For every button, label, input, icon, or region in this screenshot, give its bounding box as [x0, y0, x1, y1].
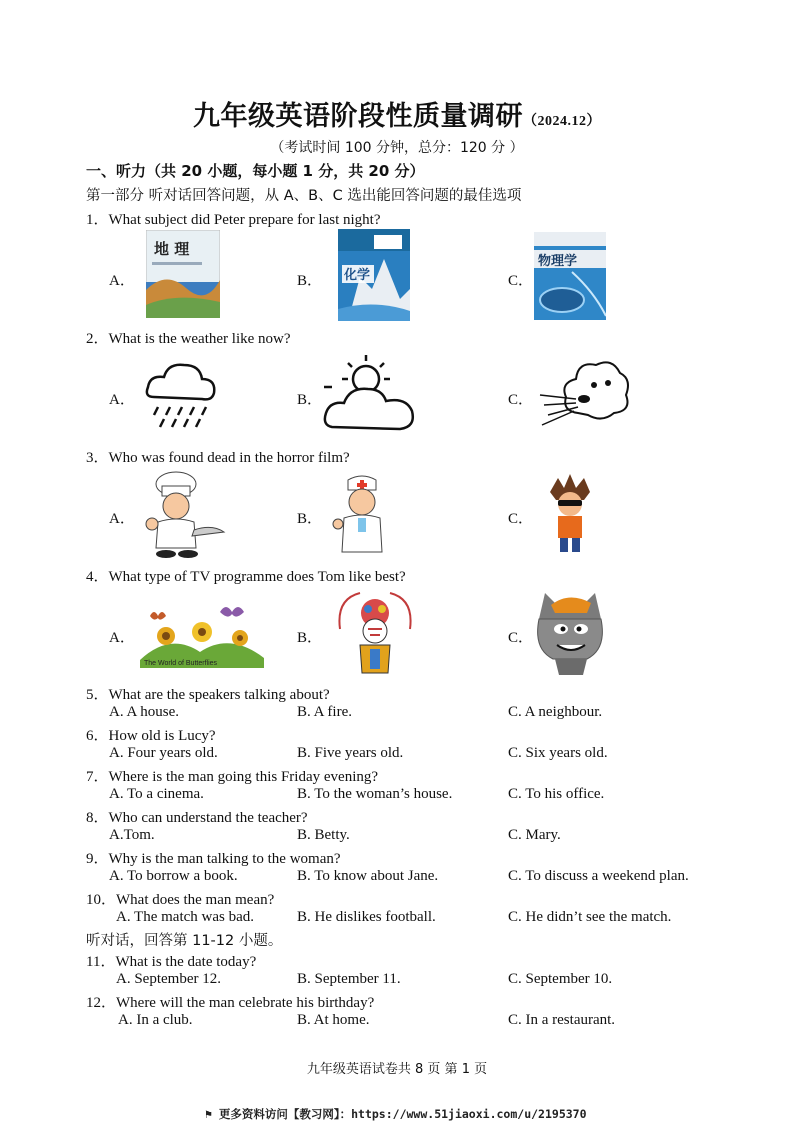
book-title: 物理学	[538, 254, 578, 269]
option-c: C. In a restaurant.	[508, 1012, 616, 1028]
option-b: B. September 11.	[297, 971, 401, 987]
option-label-c: C．	[508, 392, 534, 408]
question-10: 10．What does the man mean?	[86, 892, 275, 908]
option-b: B. To know about Jane.	[297, 868, 439, 884]
question-7: 7．Where is the man going this Friday evening?	[86, 769, 379, 785]
chemistry-textbook-icon	[338, 229, 410, 321]
option-a: A.Tom.	[109, 827, 155, 843]
option-label-b: B．	[297, 392, 323, 408]
option-label-b: B．	[297, 273, 323, 289]
option-label-c: C．	[508, 273, 534, 289]
option-b: B. Betty.	[297, 827, 350, 843]
option-a: A. Four years old.	[109, 745, 218, 761]
scene-caption: The World of Butterflies	[144, 660, 218, 667]
opera-character-icon	[330, 589, 420, 679]
boy-with-sunglasses-icon	[544, 474, 596, 556]
page-title: 九年级英语阶段性质量调研（2024.12）	[193, 101, 601, 132]
option-a: A. A house.	[109, 704, 180, 720]
geography-textbook-icon	[146, 230, 220, 318]
question-5: 5．What are the speakers talking about?	[86, 687, 330, 703]
exam-date: （2024.12）	[523, 114, 601, 129]
question-3: 3．Who was found dead in the horror film?	[86, 450, 350, 466]
question-4: 4．What type of TV programme does Tom like best?	[86, 569, 406, 585]
question-12: 12．Where will the man celebrate his birthday?	[86, 995, 375, 1011]
question-6: 6．How old is Lucy?	[86, 728, 216, 744]
option-b: B. Five years old.	[297, 745, 404, 761]
question-9: 9．Why is the man talking to the woman?	[86, 851, 341, 867]
question-11: 11．What is the date today?	[86, 954, 257, 970]
part-instruction: 第一部分 听对话回答问题，从 A、B、C 选出能回答问题的最佳选项	[86, 188, 522, 204]
option-label-a: A．	[109, 273, 135, 289]
doctor-icon	[330, 472, 394, 558]
option-label-b: B．	[297, 511, 323, 527]
site-ad-link[interactable]: ⚑ 更多资料访问【教习网】：https://www.51jiaoxi.com/u/2195370	[205, 1107, 587, 1121]
chef-icon	[136, 470, 226, 558]
wind-cloud-icon	[538, 353, 630, 437]
book-title: 化学	[344, 268, 371, 283]
rain-cloud-icon	[144, 357, 218, 435]
option-b: B. At home.	[297, 1012, 370, 1028]
question-8: 8．Who can understand the teacher?	[86, 810, 308, 826]
sun-cloud-icon	[322, 353, 418, 437]
option-b: B. He dislikes football.	[297, 909, 436, 925]
option-c: C. To discuss a weekend plan.	[508, 868, 689, 884]
physics-textbook-icon	[534, 232, 606, 320]
option-a: A. To a cinema.	[109, 786, 204, 802]
section-heading: 一、听力（共 20 小题，每小题 1 分，共 20 分）	[86, 162, 425, 180]
question-2: 2．What is the weather like now?	[86, 331, 291, 347]
option-c: C. A neighbour.	[508, 704, 603, 720]
option-b: B. To the woman’s house.	[297, 786, 453, 802]
option-b: B. A fire.	[297, 704, 352, 720]
butterflies-scene-icon	[140, 602, 264, 668]
option-a: A. The match was bad.	[116, 909, 255, 925]
option-label-c: C．	[508, 511, 534, 527]
book-title: 地 理	[154, 240, 190, 258]
option-c: C. September 10.	[508, 971, 613, 987]
option-a: A. In a club.	[118, 1012, 193, 1028]
instruction-11-12: 听对话，回答第 11-12 小题。	[86, 933, 283, 949]
option-c: C. Six years old.	[508, 745, 608, 761]
option-label-a: A．	[109, 511, 135, 527]
option-label-a: A．	[109, 630, 135, 646]
exam-info: （考试时间 100 分钟，总分：120 分 ）	[270, 140, 524, 156]
option-label-b: B．	[297, 630, 323, 646]
option-c: C. He didn’t see the match.	[508, 909, 672, 925]
option-c: C. To his office.	[508, 786, 605, 802]
option-a: A. To borrow a book.	[109, 868, 238, 884]
cartoon-wolf-icon	[533, 589, 607, 677]
option-label-c: C．	[508, 630, 534, 646]
option-label-a: A．	[109, 392, 135, 408]
option-a: A. September 12.	[116, 971, 221, 987]
flag-icon: ⚑	[205, 1107, 219, 1121]
option-c: C. Mary.	[508, 827, 561, 843]
question-1: 1．What subject did Peter prepare for last night?	[86, 212, 381, 228]
page-footer: 九年级英语试卷共 8 页 第 1 页	[306, 1062, 488, 1077]
